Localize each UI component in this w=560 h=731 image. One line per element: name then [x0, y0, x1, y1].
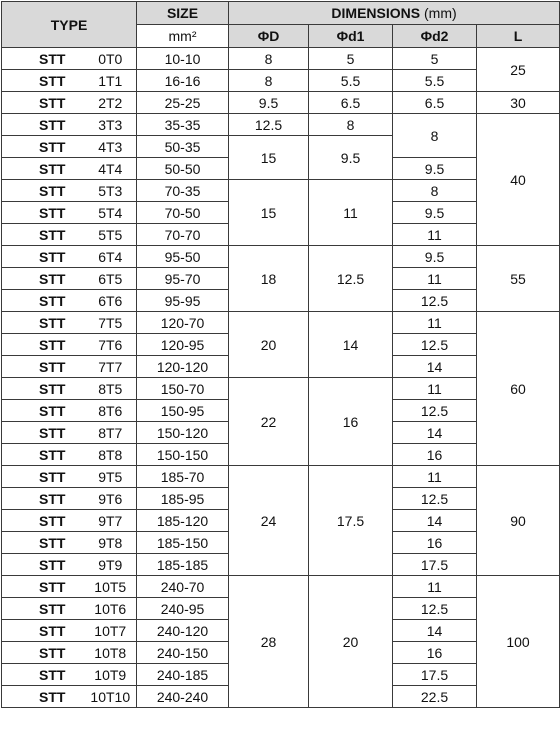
size-cell: 95-70	[137, 268, 229, 290]
type-code-cell: 8T6	[79, 400, 137, 422]
size-cell: 150-120	[137, 422, 229, 444]
size-cell: 240-240	[137, 686, 229, 708]
type-code-cell: 6T6	[79, 290, 137, 312]
type-prefix-cell: STT	[2, 554, 79, 576]
size-cell: 95-50	[137, 246, 229, 268]
size-cell: 185-70	[137, 466, 229, 488]
type-code-cell: 10T7	[79, 620, 137, 642]
col-d2-header: Φd2	[393, 25, 477, 48]
d2-cell: 14	[393, 356, 477, 378]
type-code-cell: 4T3	[79, 136, 137, 158]
type-prefix-cell: STT	[2, 224, 79, 246]
table-row	[2, 312, 560, 334]
type-code-cell: 5T4	[79, 202, 137, 224]
type-code-cell: 9T9	[79, 554, 137, 576]
col-L-header: L	[477, 25, 560, 48]
d2-cell: 11	[393, 466, 477, 488]
table-row	[2, 114, 560, 136]
size-cell: 50-50	[137, 158, 229, 180]
type-code-cell: 8T5	[79, 378, 137, 400]
type-prefix-cell: STT	[2, 488, 79, 510]
L-cell: 40	[477, 114, 560, 246]
size-cell: 95-95	[137, 290, 229, 312]
D-cell: 12.5	[229, 114, 309, 136]
type-code-cell: 10T6	[79, 598, 137, 620]
d2-cell: 9.5	[393, 158, 477, 180]
table-row	[2, 576, 560, 598]
d2-cell: 11	[393, 312, 477, 334]
type-code-cell: 8T8	[79, 444, 137, 466]
type-code-cell: 4T4	[79, 158, 137, 180]
size-cell: 185-185	[137, 554, 229, 576]
d1-cell: 20	[309, 576, 393, 708]
size-cell: 10-10	[137, 48, 229, 70]
type-prefix-cell: STT	[2, 268, 79, 290]
d1-cell: 16	[309, 378, 393, 466]
type-code-cell: 10T8	[79, 642, 137, 664]
D-cell: 8	[229, 70, 309, 92]
type-code-cell: 2T2	[79, 92, 137, 114]
d1-cell: 11	[309, 180, 393, 246]
D-cell: 28	[229, 576, 309, 708]
type-prefix-cell: STT	[2, 334, 79, 356]
size-cell: 120-120	[137, 356, 229, 378]
type-code-cell: 9T5	[79, 466, 137, 488]
size-cell: 240-70	[137, 576, 229, 598]
size-cell: 150-150	[137, 444, 229, 466]
table-row	[2, 378, 560, 400]
type-prefix-cell: STT	[2, 620, 79, 642]
size-cell: 240-120	[137, 620, 229, 642]
type-prefix-cell: STT	[2, 664, 79, 686]
d2-cell: 12.5	[393, 488, 477, 510]
type-prefix-cell: STT	[2, 202, 79, 224]
type-prefix-cell: STT	[2, 400, 79, 422]
type-code-cell: 10T9	[79, 664, 137, 686]
type-prefix-cell: STT	[2, 686, 79, 708]
type-prefix-cell: STT	[2, 422, 79, 444]
size-cell: 240-150	[137, 642, 229, 664]
table-row	[2, 48, 560, 70]
dimensions-table	[1, 1, 560, 708]
type-code-cell: 3T3	[79, 114, 137, 136]
size-cell: 70-35	[137, 180, 229, 202]
d2-cell: 8	[393, 180, 477, 202]
d2-cell: 16	[393, 444, 477, 466]
type-prefix-cell: STT	[2, 114, 79, 136]
type-prefix-cell: STT	[2, 466, 79, 488]
type-prefix-cell: STT	[2, 290, 79, 312]
type-code-cell: 7T6	[79, 334, 137, 356]
D-cell: 18	[229, 246, 309, 312]
dimensions-header	[229, 2, 560, 25]
size-cell: 150-70	[137, 378, 229, 400]
size-cell: 185-150	[137, 532, 229, 554]
d1-cell: 17.5	[309, 466, 393, 576]
d2-cell: 12.5	[393, 598, 477, 620]
d2-cell: 17.5	[393, 664, 477, 686]
D-cell: 22	[229, 378, 309, 466]
D-cell: 8	[229, 48, 309, 70]
size-cell: 50-35	[137, 136, 229, 158]
table-row	[2, 180, 560, 202]
type-code-cell: 8T7	[79, 422, 137, 444]
type-prefix-cell: STT	[2, 70, 79, 92]
d2-cell: 14	[393, 510, 477, 532]
type-prefix-cell: STT	[2, 312, 79, 334]
type-code-cell: 9T6	[79, 488, 137, 510]
D-cell: 15	[229, 136, 309, 180]
D-cell: 9.5	[229, 92, 309, 114]
type-prefix-cell: STT	[2, 510, 79, 532]
d1-cell: 5	[309, 48, 393, 70]
dimensions-unit: (mm)	[424, 5, 457, 21]
table-row	[2, 70, 560, 92]
d2-cell: 8	[393, 114, 477, 158]
type-code-cell: 0T0	[79, 48, 137, 70]
type-prefix-cell: STT	[2, 444, 79, 466]
type-code-cell: 7T5	[79, 312, 137, 334]
d1-cell: 5.5	[309, 70, 393, 92]
size-cell: 150-95	[137, 400, 229, 422]
type-prefix-cell: STT	[2, 598, 79, 620]
size-cell: 70-70	[137, 224, 229, 246]
d2-cell: 11	[393, 268, 477, 290]
L-cell: 30	[477, 92, 560, 114]
type-code-cell: 1T1	[79, 70, 137, 92]
type-prefix-cell: STT	[2, 356, 79, 378]
type-code-cell: 9T8	[79, 532, 137, 554]
d2-cell: 11	[393, 576, 477, 598]
d2-cell: 11	[393, 224, 477, 246]
col-D-header: ΦD	[229, 25, 309, 48]
L-cell: 100	[477, 576, 560, 708]
size-cell: 185-120	[137, 510, 229, 532]
d2-cell: 9.5	[393, 246, 477, 268]
size-cell: 120-70	[137, 312, 229, 334]
d2-cell: 14	[393, 620, 477, 642]
D-cell: 15	[229, 180, 309, 246]
L-cell: 55	[477, 246, 560, 312]
type-prefix-cell: STT	[2, 158, 79, 180]
type-prefix-cell: STT	[2, 136, 79, 158]
type-prefix-cell: STT	[2, 576, 79, 598]
L-cell: 60	[477, 312, 560, 466]
size-cell: 240-185	[137, 664, 229, 686]
type-code-cell: 10T5	[79, 576, 137, 598]
table-row	[2, 246, 560, 268]
type-code-cell: 9T7	[79, 510, 137, 532]
size-cell: 120-95	[137, 334, 229, 356]
d2-cell: 11	[393, 378, 477, 400]
size-cell: 70-50	[137, 202, 229, 224]
table-body	[2, 48, 560, 708]
table-row	[2, 92, 560, 114]
d1-cell: 14	[309, 312, 393, 378]
d1-cell: 9.5	[309, 136, 393, 180]
d2-cell: 12.5	[393, 290, 477, 312]
col-d1-header: Φd1	[309, 25, 393, 48]
type-code-cell: 6T5	[79, 268, 137, 290]
size-unit-header: mm²	[137, 25, 229, 48]
d2-cell: 6.5	[393, 92, 477, 114]
type-code-cell: 10T10	[79, 686, 137, 708]
d2-cell: 17.5	[393, 554, 477, 576]
d2-cell: 5	[393, 48, 477, 70]
type-code-cell: 5T3	[79, 180, 137, 202]
d2-cell: 12.5	[393, 400, 477, 422]
type-code-cell: 5T5	[79, 224, 137, 246]
type-prefix-cell: STT	[2, 180, 79, 202]
size-cell: 240-95	[137, 598, 229, 620]
d2-cell: 16	[393, 532, 477, 554]
type-prefix-cell: STT	[2, 92, 79, 114]
d2-cell: 9.5	[393, 202, 477, 224]
D-cell: 20	[229, 312, 309, 378]
d2-cell: 12.5	[393, 334, 477, 356]
L-cell: 25	[477, 48, 560, 92]
size-cell: 35-35	[137, 114, 229, 136]
type-prefix-cell: STT	[2, 532, 79, 554]
size-cell: 25-25	[137, 92, 229, 114]
type-prefix-cell: STT	[2, 642, 79, 664]
type-code-cell: 6T4	[79, 246, 137, 268]
d2-cell: 14	[393, 422, 477, 444]
d1-cell: 8	[309, 114, 393, 136]
d2-cell: 16	[393, 642, 477, 664]
L-cell: 90	[477, 466, 560, 576]
d1-cell: 12.5	[309, 246, 393, 312]
type-prefix-cell: STT	[2, 246, 79, 268]
d1-cell: 6.5	[309, 92, 393, 114]
D-cell: 24	[229, 466, 309, 576]
dimensions-title: DIMENSIONS	[331, 5, 421, 21]
size-header: SIZE	[137, 2, 229, 25]
table-row	[2, 466, 560, 488]
type-prefix-cell: STT	[2, 378, 79, 400]
type-code-cell: 7T7	[79, 356, 137, 378]
size-cell: 185-95	[137, 488, 229, 510]
d2-cell: 22.5	[393, 686, 477, 708]
type-prefix-cell: STT	[2, 48, 79, 70]
size-cell: 16-16	[137, 70, 229, 92]
type-header: TYPE	[2, 2, 137, 48]
d2-cell: 5.5	[393, 70, 477, 92]
